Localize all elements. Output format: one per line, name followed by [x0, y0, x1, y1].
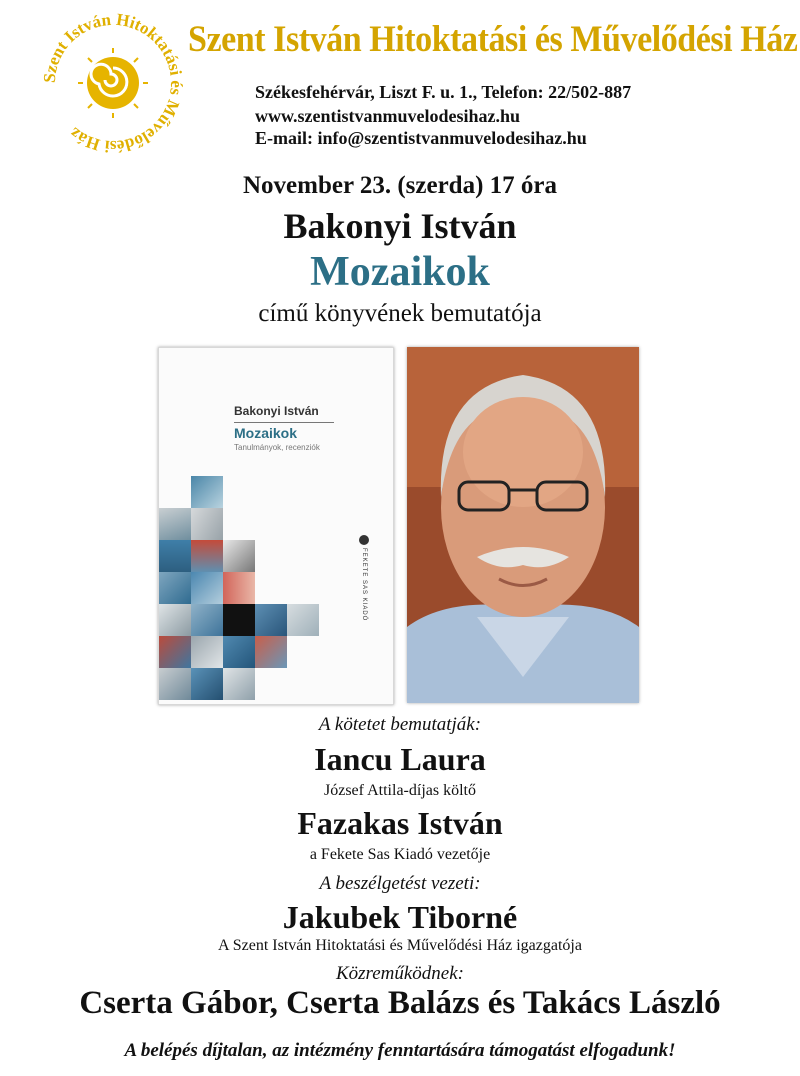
logo-ring-text: Szent István Hitoktatási és Művelődési Ház: [39, 9, 187, 157]
book-title: Mozaikok: [310, 249, 490, 295]
moderator-name: Jakubek Tiborné: [282, 899, 518, 935]
cover-divider: [234, 422, 334, 423]
cover-author: Bakonyi István: [234, 404, 319, 418]
performers-names: Cserta Gábor, Cserta Balázs és Takács László: [79, 985, 721, 1021]
sun-logo-icon: [38, 8, 188, 158]
presenter-role: József Attila-díjas költő: [324, 782, 476, 799]
author-portrait-image: [407, 347, 639, 703]
publisher-logo-icon: [359, 535, 369, 545]
presenter-name: Iancu Laura: [314, 741, 486, 777]
moderator-label: A beszélgetést vezeti:: [319, 873, 481, 894]
event-author: Bakonyi István: [283, 206, 517, 246]
admission-note: A belépés díjtalan, az intézmény fenntartására támogatást elfogadunk!: [124, 1040, 676, 1061]
cover-mosaic: [159, 476, 359, 704]
cover-subtitle: Tanulmányok, recenziók: [234, 443, 320, 452]
email-line[interactable]: E-mail: info@szentistvanmuvelodesihaz.hu: [255, 128, 587, 148]
presenter-role: a Fekete Sas Kiadó vezetője: [309, 846, 491, 863]
book-cover-image: [158, 347, 394, 705]
event-date: November 23. (szerda) 17 óra: [242, 172, 558, 199]
event-subtitle: című könyvének bemutatója: [258, 300, 542, 327]
cover-title: Mozaikok: [234, 425, 298, 441]
performers-label: Közreműködnek:: [335, 963, 465, 984]
organization-name: Szent István Hitoktatási és Művelődési Ház: [188, 19, 798, 60]
moderator-role: A Szent István Hitoktatási és Művelődési Ház igazgatója: [218, 937, 582, 954]
cover-publisher: FEKETE SAS KIADÓ: [361, 548, 367, 622]
presenter-name: Fazakas István: [297, 805, 503, 841]
presenters-label: A kötetet bemutatják:: [318, 714, 482, 735]
address-line: Székesfehérvár, Liszt F. u. 1., Telefon: 22/502-887: [255, 82, 632, 102]
website-link[interactable]: www.szentistvanmuvelodesihaz.hu: [255, 106, 521, 126]
